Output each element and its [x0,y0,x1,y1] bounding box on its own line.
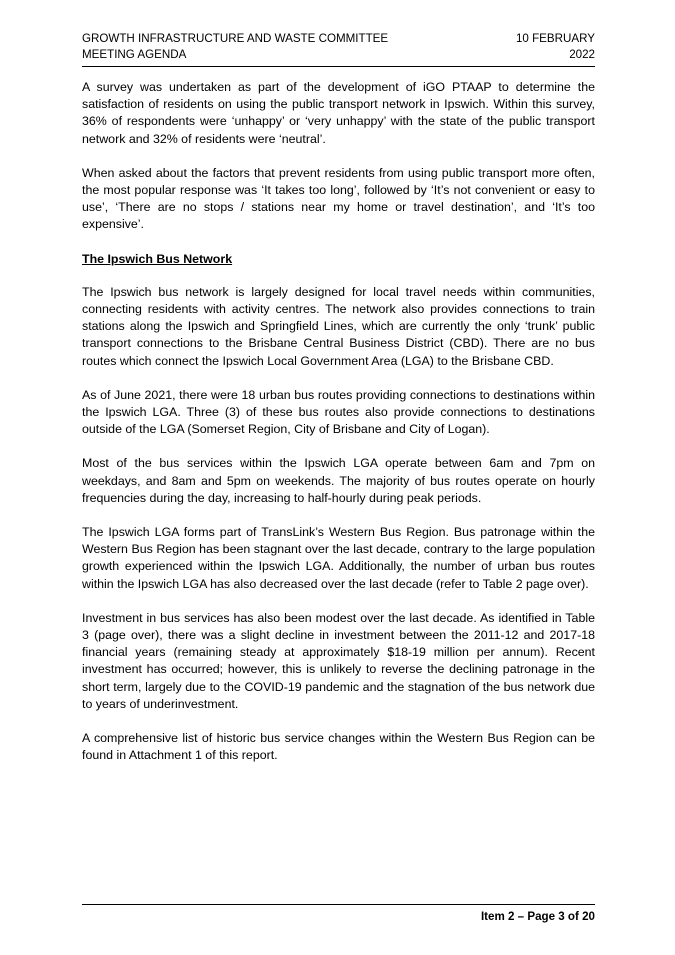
paragraph-route-count: As of June 2021, there were 18 urban bus routes providing connections to destinations within the Ipswich LGA. Three (3) of these bus routes also provide connections to destinations outside of the LGA (Somerset Region, City of Brisbane and City of Logan). [82,387,595,437]
paragraph-network-design: The Ipswich bus network is largely designed for local travel needs within communities, connecting residents with activity centres. The network also provides connections to train stations along the Ipswich and Springfield Lines, which are currently the only ‘trunk’ public transport connections to the Brisbane Central Business District (CBD). There are no bus routes which connect the Ipswich Local Government Area (LGA) to the Brisbane CBD. [82,284,595,368]
section-heading-bus-network: The Ipswich Bus Network [82,251,233,266]
paragraph-investment: Investment in bus services has also been modest over the last decade. As identified in Table 3 (page over), there was a slight decline in investment between the 2011-12 and 2017-18 financial years (remaining steady at approximately $18-19 million per annum). Recent investment has occurred; however, this is unlikely to reverse the declining patronage in the short term, largely due to the COVID-19 pandemic and the stagnation of the bus network due to years of underinvestment. [82,610,595,711]
meeting-date-day-month: 10 FEBRUARY [515,32,595,45]
document-body [82,79,595,782]
paragraph-service-hours: Most of the bus services within the Ipswich LGA operate between 6am and 7pm on weekdays, and 8am and 5pm on weekends. The majority of bus routes operate on hourly frequencies during the day, increasing to half-hourly during peak periods. [82,456,595,505]
meeting-date-block [435,31,595,63]
meeting-date-year: 2022 [569,48,595,61]
paragraph-survey-results: A survey was undertaken as part of the development of iGO PTAAP to determine the satisfaction of residents on using the public transport network in Ipswich. Within this survey, 36% of respondents were ‘unhappy’ or ‘very unhappy’ with the state of the public transport network and 32% of residents were ‘neutral’. [82,80,595,146]
footer-divider [82,904,595,905]
paragraph-western-region: The Ipswich LGA forms part of TransLink’s Western Bus Region. Bus patronage within the Western Bus Region has been stagnant over the last decade, contrary to the large population growth experienced within the Ipswich LGA. Additionally, the number of urban bus routes within the Ipswich LGA has also decreased over the last decade (refer to Table 2 page over). [82,525,595,591]
page-number: Item 2 – Page 3 of 20 [480,910,595,923]
committee-title-block [82,31,422,63]
header-divider [82,66,595,67]
paragraph-attachment-reference: A comprehensive list of historic bus service changes within the Western Bus Region can be found in Attachment 1 of this report. [82,731,595,763]
document-type: MEETING AGENDA [82,48,187,61]
paragraph-barrier-factors: When asked about the factors that prevent residents from using public transport more often, the most popular response was ‘It takes too long’, followed by ‘It’s not convenient or easy to use’, ‘There are no stops / stations near my home or travel destination’, and ‘It’s too expensive’. [82,165,595,232]
committee-name: GROWTH INFRASTRUCTURE AND WASTE COMMITTEE [82,32,389,45]
